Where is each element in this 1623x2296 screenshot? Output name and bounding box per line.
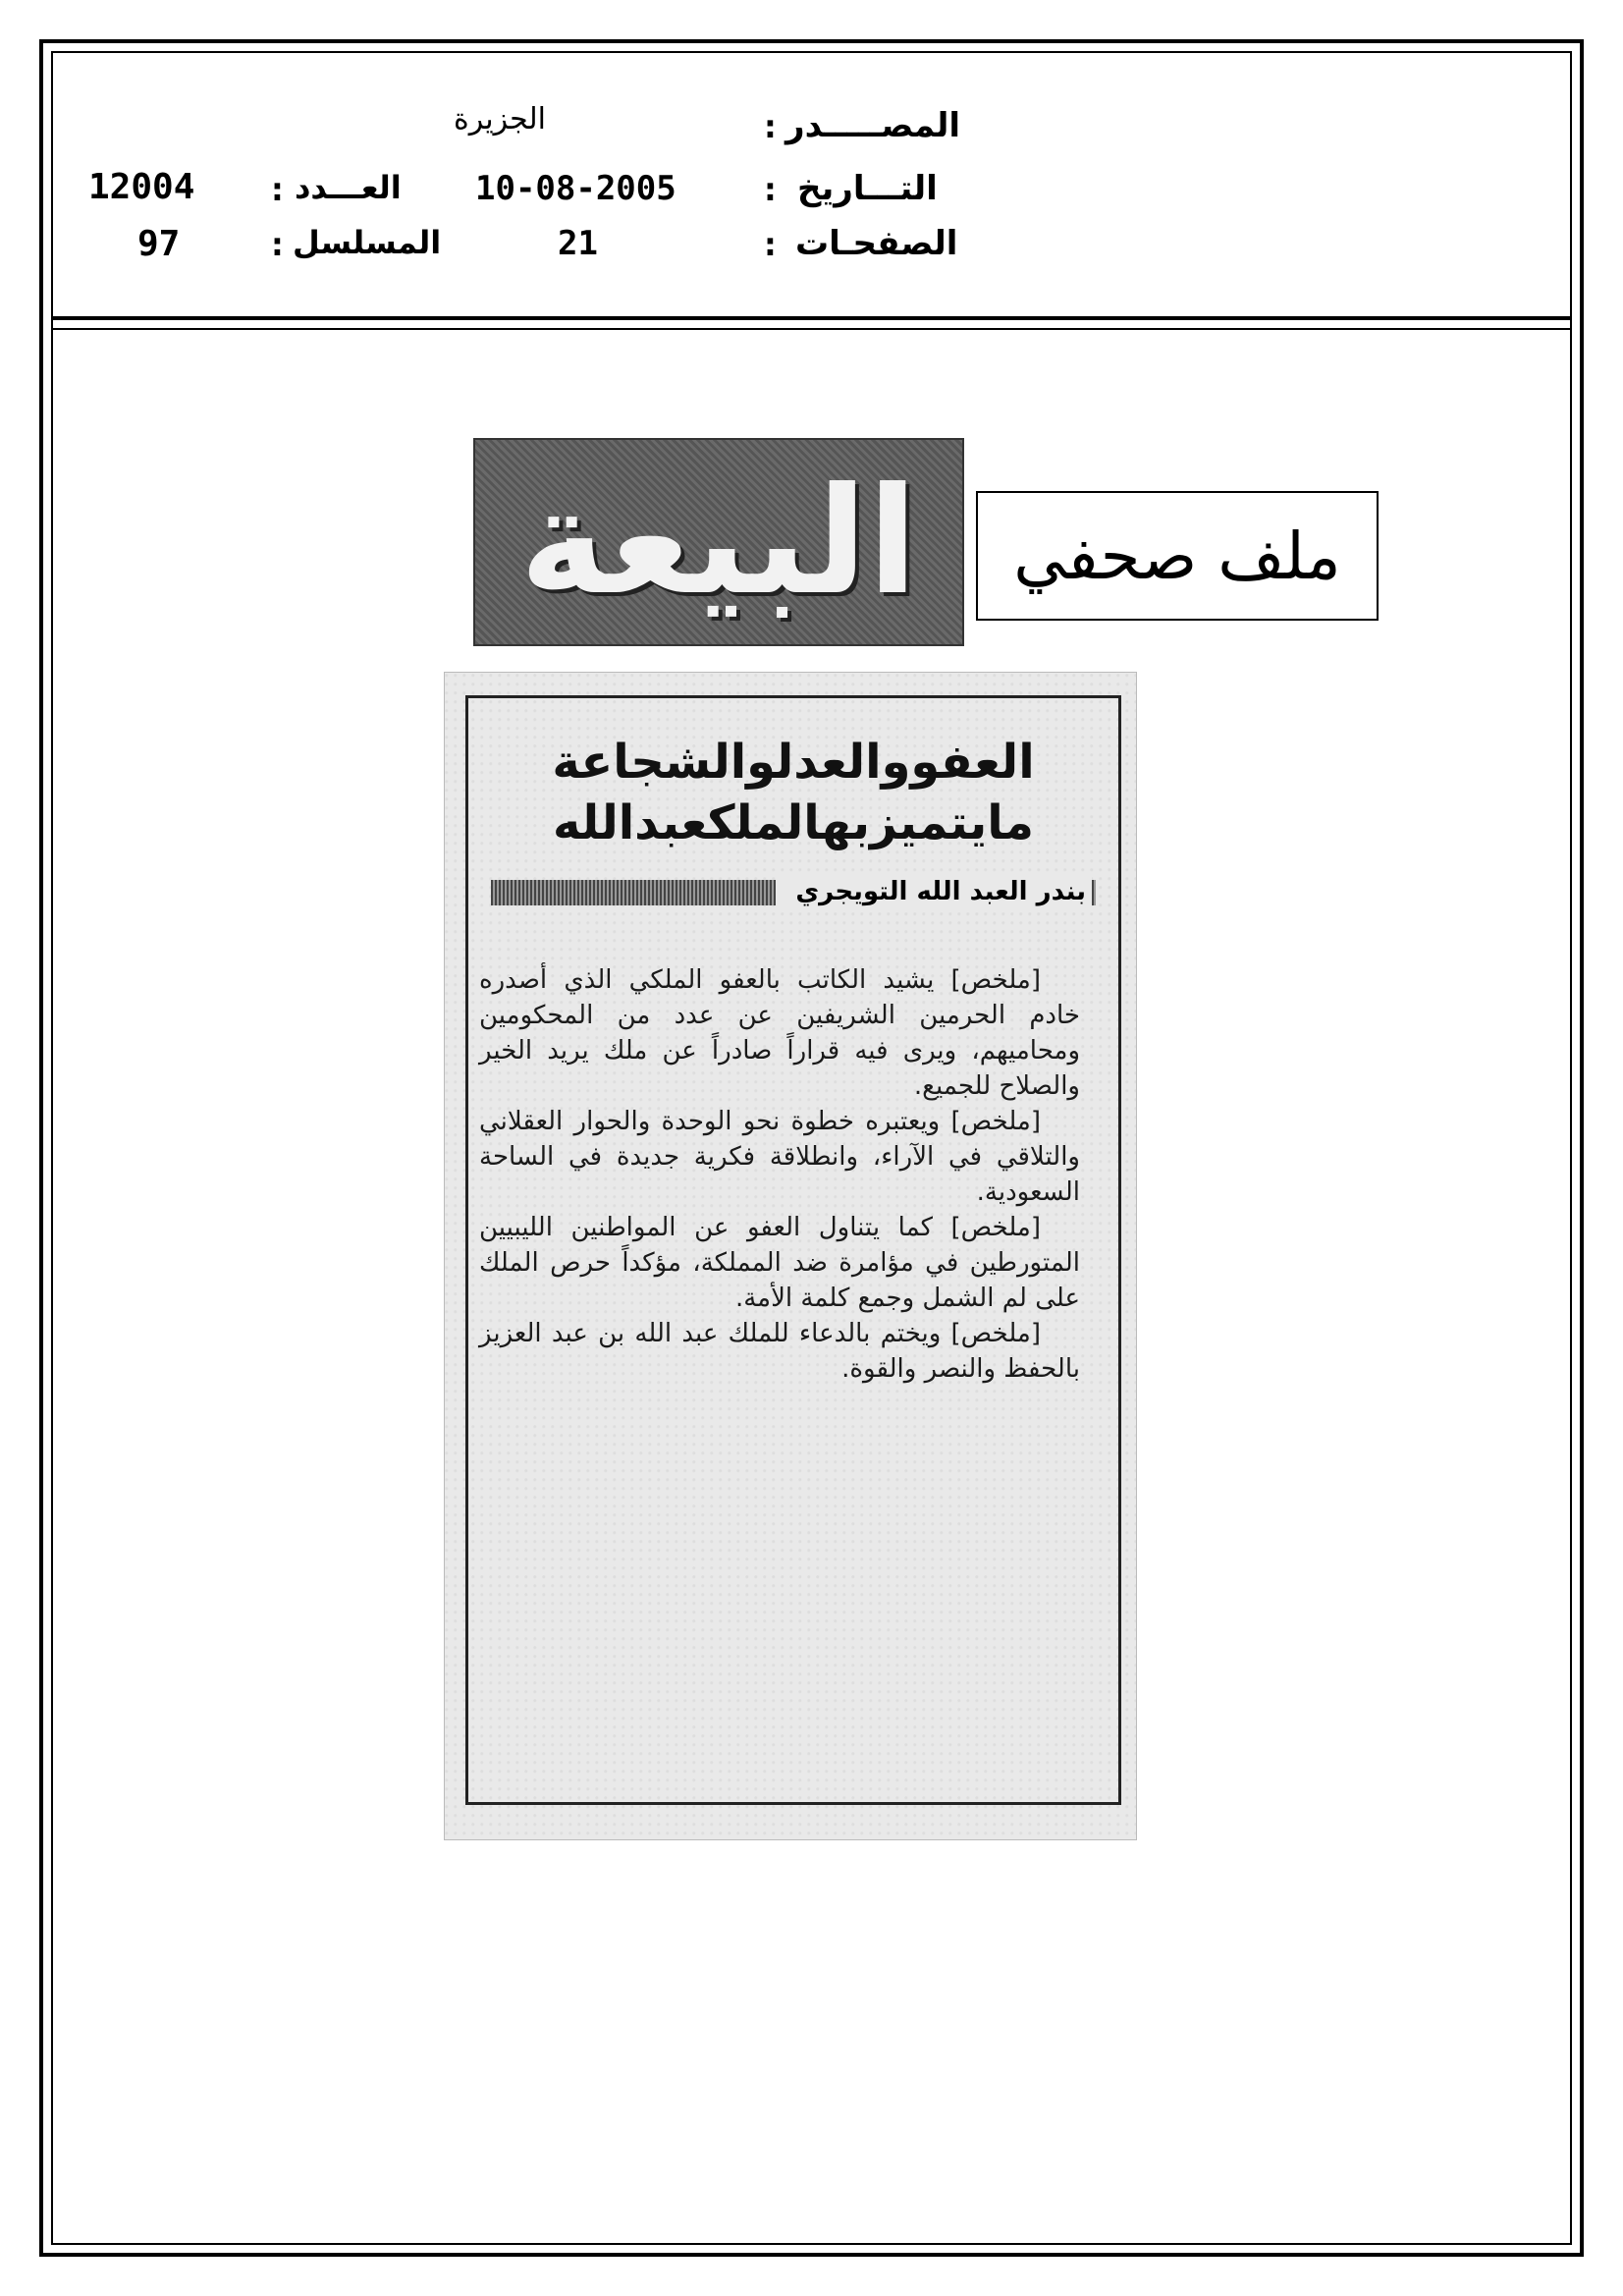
date-value: 10-08-2005 [475,169,676,208]
article-body [479,962,1080,1387]
source-value: الجزيرة [454,102,547,137]
article-paragraph: [ملخص] يشيد الكاتب بالعفو الملكي الذي أصدره خادم الحرمين الشريفين عن عدد من المحكومين ومحاميهم، ويرى فيه قراراً صادراً عن ملك يريد الخير والصلاح للجميع. [479,965,1080,1101]
pages-label: الصفحـات [795,224,958,263]
header-divider [51,316,1572,320]
serial-label: المسلسل [293,224,442,261]
article-paragraph: [ملخص] كما يتناول العفو عن المواطنين الليبيين المتورطين في مؤامرة ضد المملكة، مؤكداً حرص الملك على لم الشمل وجمع كلمة الأمة. [479,1213,1080,1313]
pages-value: 21 [558,224,598,263]
article-headline-line2: مايتميزبهالملكعبدالله [552,795,1035,850]
serial-value: 97 [137,224,181,264]
article-byline: بندر العبد الله التويجري [776,872,1092,911]
issue-colon: : [271,171,284,208]
source-colon: : [764,108,777,145]
issue-value: 12004 [88,167,195,207]
press-file-label: ملف صحفي [976,491,1379,621]
pages-colon: : [764,226,777,263]
article-paragraph: [ملخص] ويعتبره خطوة نحو الوحدة والحوار العقلاني والتلاقي في الآراء، وانطلاقة فكرية جديدة في الساحة السعودية. [479,1107,1080,1207]
header-divider-thin [51,328,1572,330]
serial-colon: : [271,226,284,263]
date-label: التـــاريخ [797,169,938,208]
date-colon: : [764,171,777,208]
article-paragraph: [ملخص] ويختم بالدعاء للملك عبد الله بن عبد العزيز بالحفظ والنصر والقوة. [479,1319,1080,1384]
source-label: المصـــــدر [785,106,961,145]
albayaa-logo [473,438,964,646]
logo-text: البيعة [519,457,918,628]
issue-label: العـــدد [295,169,402,206]
article-headline-line1: العفووالعدلوالشجاعة [552,735,1035,790]
